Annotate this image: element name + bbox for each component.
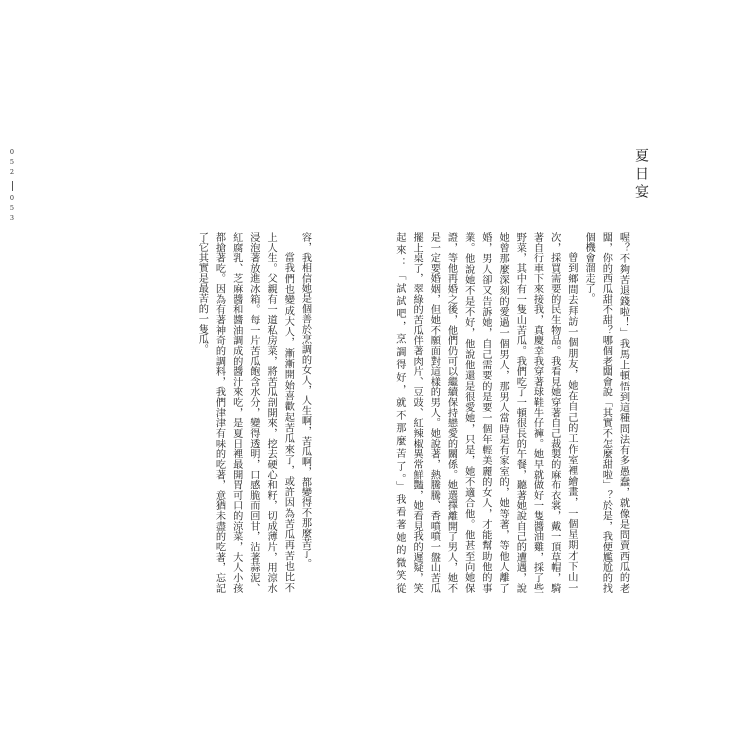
text-column: 都搶著吃。因為有著神奇的調料，我們津津有味的吃著，意猶未盡的吃著，忘記 <box>213 232 225 593</box>
page-number-separator <box>12 181 13 191</box>
text-column: 次，採買需要的民生物品。我看見她穿著自己裁製的麻布衣裳，戴一頂草帽，騎 <box>548 232 560 593</box>
text-column: 她曾那麼深刻的愛過一個男人，那男人當時是有家室的，她等著，等他人離了 <box>497 232 509 593</box>
text-column: 婚，男人卻又告訴她，自己需要的是要一個年輕美麗的女人，才能幫助他的事 <box>479 232 491 593</box>
page-numbers <box>6 148 18 224</box>
text-column: 闆，你的西瓜甜不甜？哪個老闆會說「其實不怎麼甜啦」？於是，我便尷尬的找 <box>600 232 612 593</box>
text-column: 紅腐乳、芝麻醬和醬油調成的醬汁來吃，是夏日裡最開胃可口的涼菜，大人小孩 <box>230 232 242 593</box>
text-column: 上人生。父親有一道私房菜，將苦瓜剖開來，挖去硬心和籽，切成薄片，用涼水 <box>265 232 277 593</box>
text-column: 是一定要婚姻，但她不願面對這樣的男人。她說著，熱騰騰、香噴噴一盤山苦瓜 <box>428 232 440 593</box>
chapter-title: 夏日宴 <box>633 148 649 202</box>
text-column: 浸泡著放進冰箱。每一片苦瓜飽含水分，變得透明，口感脆而回甘，沾著蒜泥、 <box>247 232 259 593</box>
text-column: 野菜，其中有一隻山苦瓜。我們吃了一頓很長的午餐，聽著她說自己的遭遇，說 <box>514 232 526 593</box>
text-column: 著自行車下來接我，真慶幸我穿著球鞋牛仔褲。她早就做好一隻醬油雞，採了些 <box>531 232 543 593</box>
text-column: 了它其實是最苦的一隻瓜。 <box>196 232 208 355</box>
text-column: 當我們也變成大人，漸漸開始喜歡起苦瓜來了，或許因為苦瓜再苦也比不 <box>282 252 294 593</box>
text-column: 喔？不夠苦退錢啦！」我馬上頓悟到這種問法有多愚蠢，就像是問賣西瓜的老 <box>617 232 629 593</box>
text-column: 擺上桌了，翠綠的苦瓜伴著肉片、豆豉、紅辣椒異常鮮豔，她看見我的遲疑，笑 <box>411 232 423 593</box>
text-column: 容，我相信她是個善於烹調的女人，人生啊，苦瓜啊，都變得不那麼苦了。 <box>299 232 311 569</box>
text-column: 業。他說她不是不好，他說他還是很愛她，只是，她不適合他。他甚至向她保 <box>462 232 474 593</box>
text-column: 個機會溜走了。 <box>583 232 595 304</box>
text-column: 起來：「試試吧，烹調得好，就不那麼苦了。」我看著她的微笑從 <box>393 232 405 593</box>
page-number-left: 052 <box>8 148 16 178</box>
text-column: 證，等他再婚之後，他們仍可以繼續保持戀愛的關係。她選擇離開了男人，她不 <box>445 232 457 593</box>
text-column: 曾到鄉間去拜訪一個朋友，她在自己的工作室裡繪畫，一個星期才下山一 <box>565 252 577 593</box>
page-number-right: 053 <box>8 194 16 224</box>
